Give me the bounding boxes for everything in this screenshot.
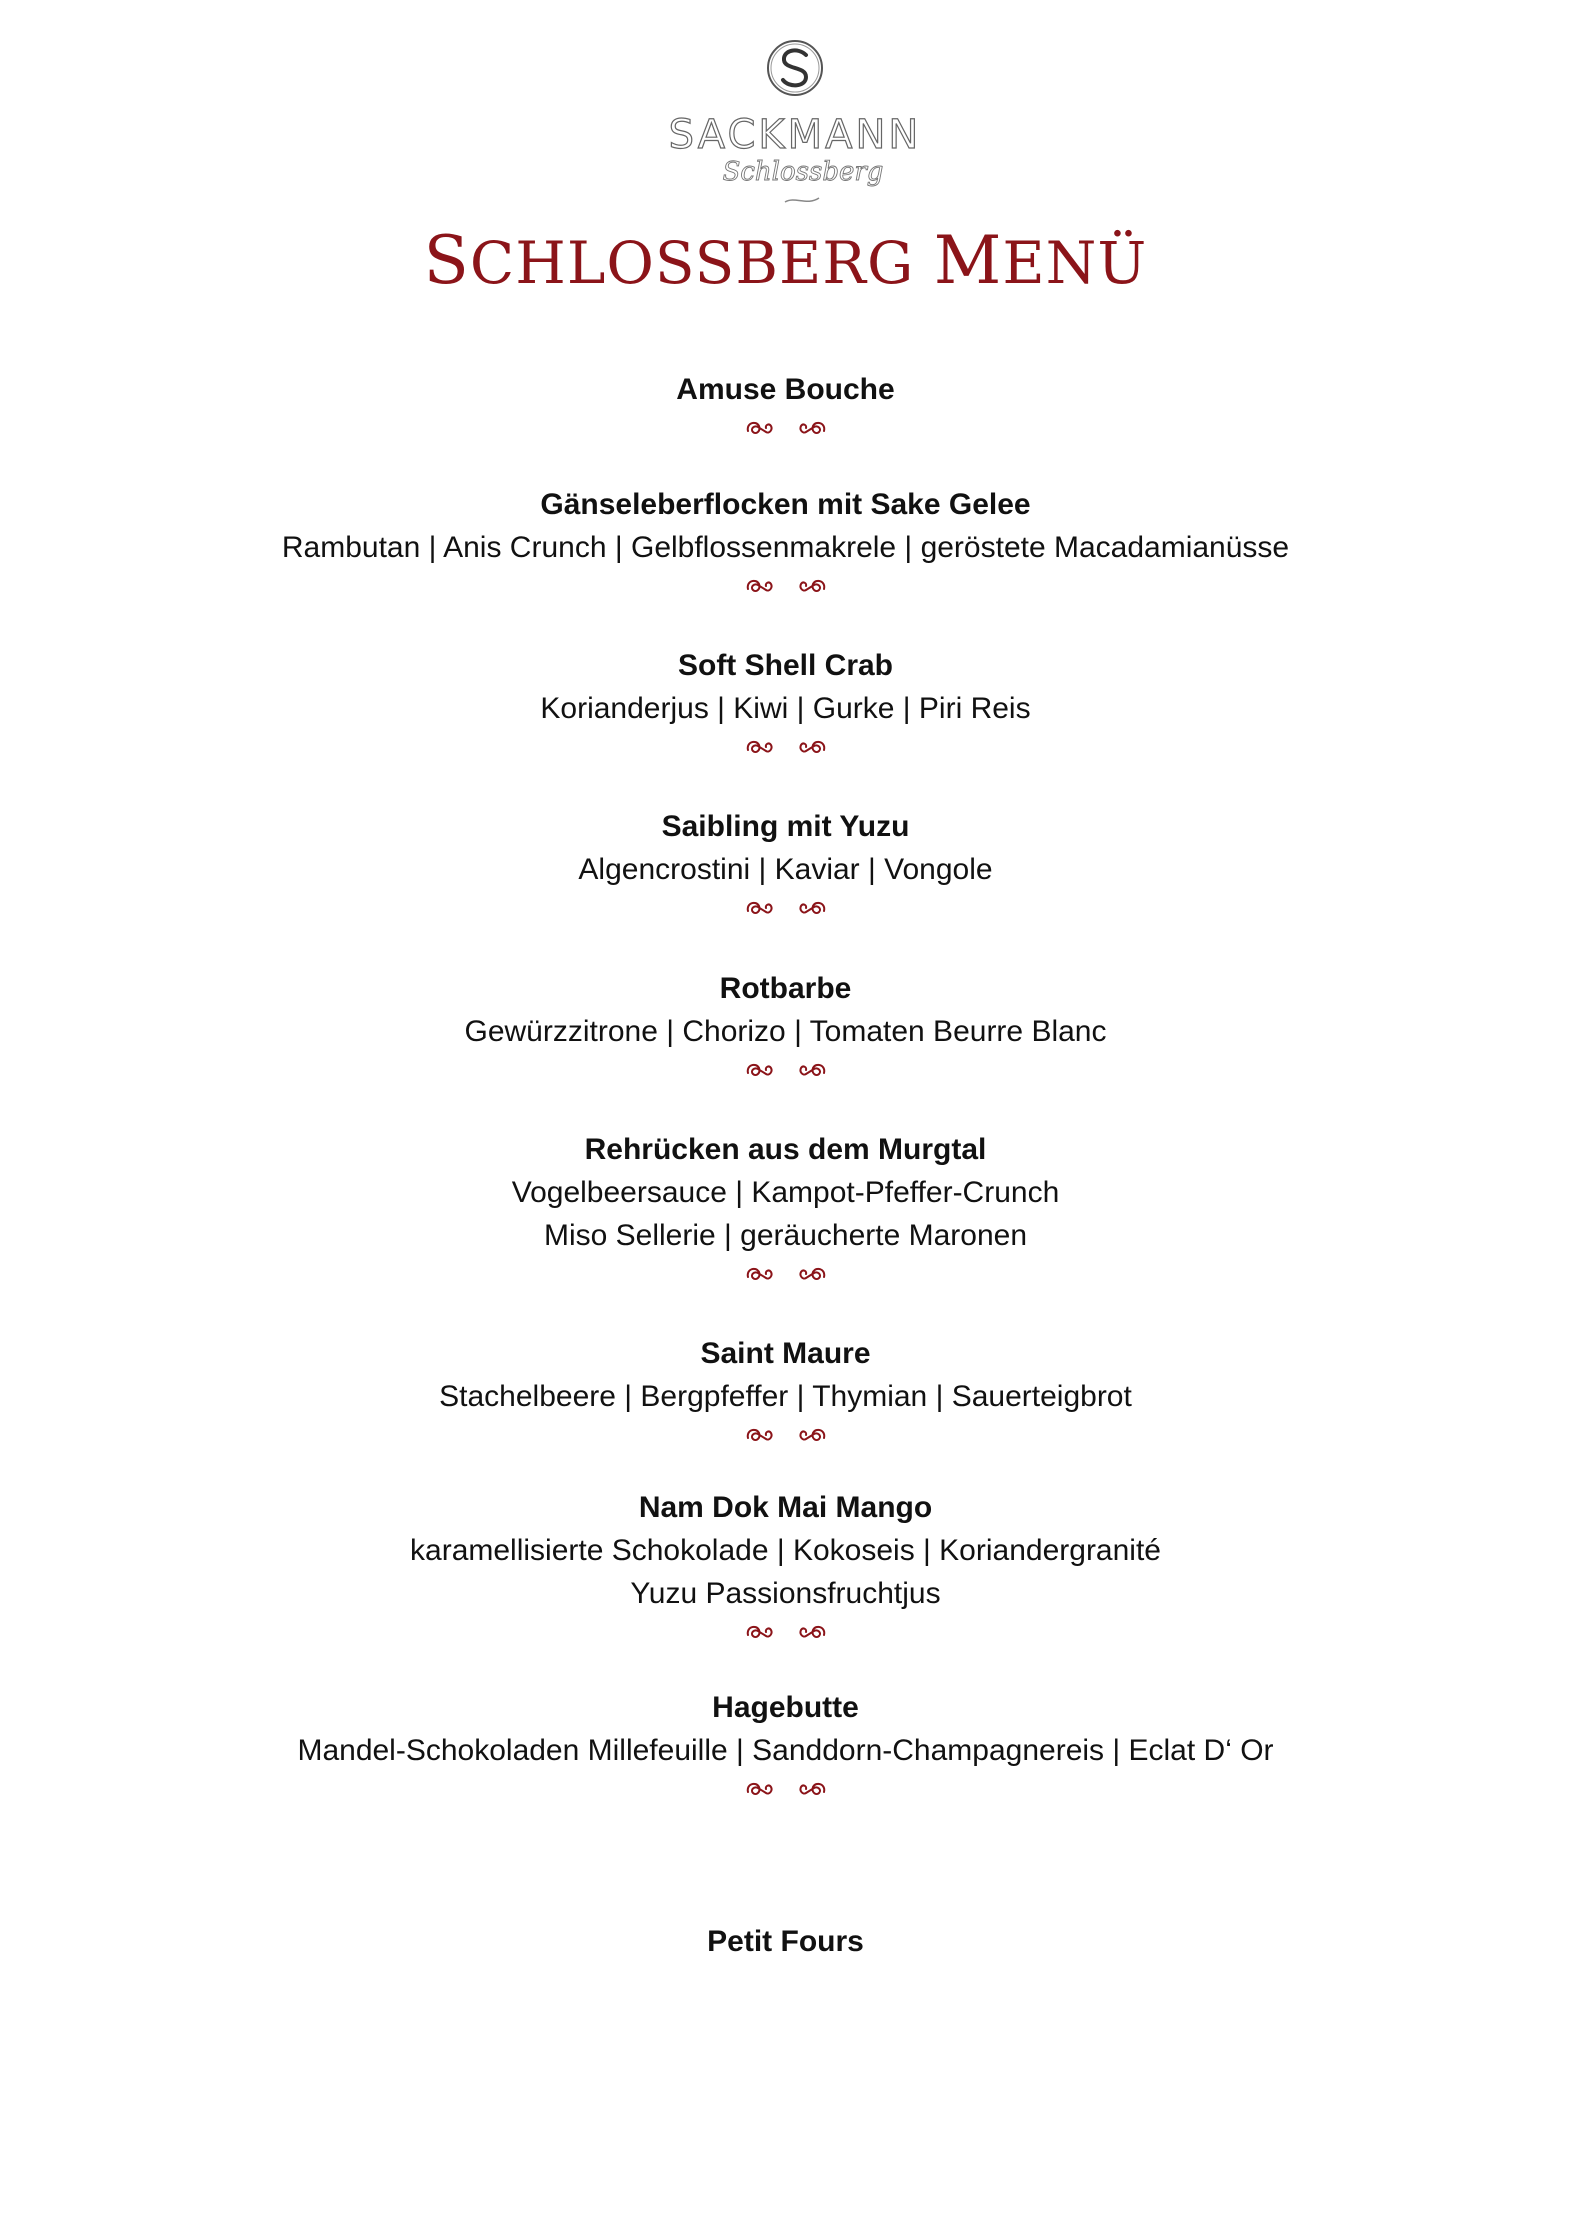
course-name: Hagebutte <box>712 1691 859 1724</box>
course-item <box>0 967 1571 1087</box>
ornament-right-icon <box>796 1424 828 1452</box>
course-item <box>0 1686 1571 1806</box>
ornament-right-icon <box>796 417 828 445</box>
ornament-divider <box>0 736 1571 764</box>
sackmann-logo <box>668 30 922 220</box>
svg-text:Schlossberg: Schlossberg <box>722 157 884 187</box>
course-name: Soft Shell Crab <box>677 649 894 682</box>
course-description: karamellisierte Schokolade | Kokoseis | Koriandergranité <box>410 1534 1161 1567</box>
course-item <box>0 1332 1571 1452</box>
course-description: Korianderjus | Kiwi | Gurke | Piri Reis <box>540 692 1031 725</box>
course-name: Gänseleberflocken mit Sake Gelee <box>540 488 1031 521</box>
ornament-left-icon <box>744 1059 776 1087</box>
title-cap-2: M <box>933 222 1003 299</box>
course-item <box>0 483 1571 603</box>
course-name: Saibling mit Yuzu <box>661 810 910 843</box>
course-description: Rambutan | Anis Crunch | Gelbflossenmakrele | geröstete Macadamianüsse <box>281 531 1290 564</box>
course-description: Miso Sellerie | geräucherte Maronen <box>543 1219 1028 1252</box>
ornament-left-icon <box>744 417 776 445</box>
page-title <box>0 222 1571 299</box>
title-cap-1: S <box>423 222 470 299</box>
ornament-left-icon <box>744 1424 776 1452</box>
ornament-left-icon <box>744 736 776 764</box>
ornament-right-icon <box>796 1778 828 1806</box>
course-item <box>0 1128 1571 1291</box>
ornament-right-icon <box>796 1263 828 1291</box>
course-item <box>0 805 1571 925</box>
course-name: Nam Dok Mai Mango <box>638 1491 933 1524</box>
course-item <box>0 368 1571 445</box>
ornament-right-icon <box>796 736 828 764</box>
ornament-left-icon <box>744 1778 776 1806</box>
title-rest-2: ENÜ <box>1002 229 1148 297</box>
ornament-divider <box>0 1778 1571 1806</box>
course-name: Rotbarbe <box>719 972 852 1005</box>
course-description: Gewürzzitrone | Chorizo | Tomaten Beurre Blanc <box>464 1015 1107 1048</box>
ornament-right-icon <box>796 897 828 925</box>
ornament-divider <box>0 1621 1571 1649</box>
ornament-divider <box>0 575 1571 603</box>
course-description: Mandel-Schokoladen Millefeuille | Sanddorn-Champagnereis | Eclat D‘ Or <box>297 1734 1274 1767</box>
ornament-divider <box>0 1424 1571 1452</box>
ornament-divider <box>0 1059 1571 1087</box>
title-rest-1: CHLOSSBERG <box>469 229 915 297</box>
ornament-right-icon <box>796 575 828 603</box>
course-item <box>0 644 1571 764</box>
svg-text:SACKMANN: SACKMANN <box>668 112 922 158</box>
ornament-right-icon <box>796 1059 828 1087</box>
closing-course: Petit Fours <box>707 1925 864 1958</box>
ornament-left-icon <box>744 575 776 603</box>
course-item <box>0 1486 1571 1649</box>
ornament-divider <box>0 897 1571 925</box>
course-name: Rehrücken aus dem Murgtal <box>584 1133 987 1166</box>
ornament-left-icon <box>744 897 776 925</box>
ornament-left-icon <box>744 1263 776 1291</box>
course-description: Stachelbeere | Bergpfeffer | Thymian | Sauerteigbrot <box>439 1380 1132 1413</box>
ornament-divider <box>0 417 1571 445</box>
ornament-left-icon <box>744 1621 776 1649</box>
ornament-right-icon <box>796 1621 828 1649</box>
course-name: Saint Maure <box>700 1337 871 1370</box>
course-description: Yuzu Passionsfruchtjus <box>630 1577 941 1610</box>
ornament-divider <box>0 1263 1571 1291</box>
course-name: Amuse Bouche <box>676 373 895 406</box>
course-description: Algencrostini | Kaviar | Vongole <box>578 853 993 886</box>
course-description: Vogelbeersauce | Kampot-Pfeffer-Crunch <box>511 1176 1060 1209</box>
